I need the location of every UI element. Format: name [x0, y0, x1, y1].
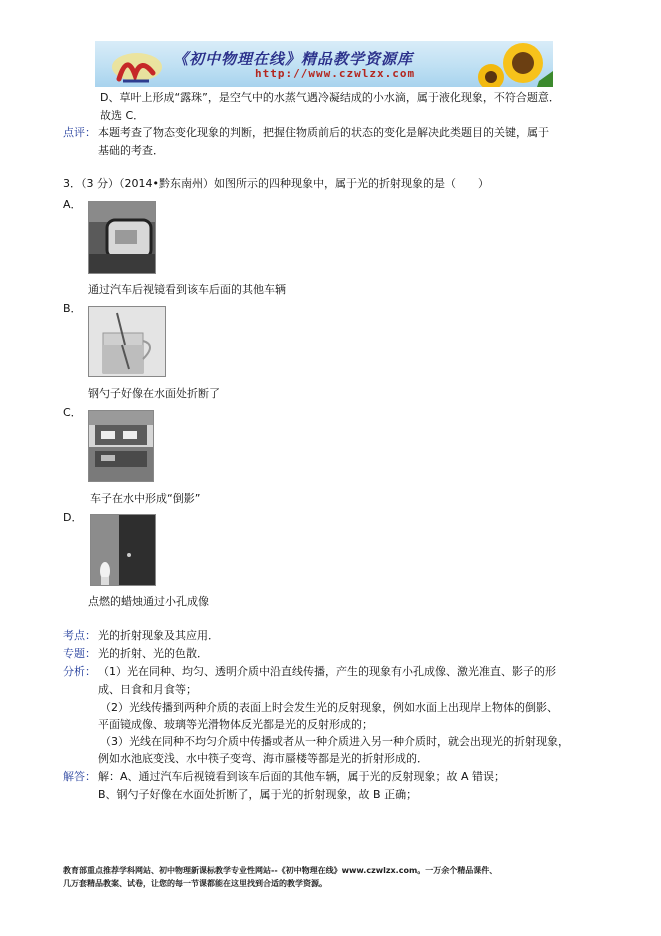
spoon-glass-image — [88, 306, 166, 377]
candle-pinhole-image — [90, 514, 156, 586]
logo-icon — [109, 45, 163, 85]
sunflower-icon — [477, 41, 553, 87]
option-d-letter: D． — [63, 511, 83, 524]
banner-title: 《初中物理在线》精品教学资源库 — [173, 50, 414, 68]
fenxi-line-6: 例如水池底变浅、水中筷子变弯、海市蜃楼等都是光的折射形成的． — [98, 752, 428, 765]
kaodian-text: 光的折射现象及其应用． — [98, 629, 219, 642]
jieda-line-2: B、钢勺子好像在水面处折断了，属于光的折射现象，故 B 正确； — [98, 788, 418, 801]
reflection-image — [88, 410, 154, 482]
option-a-letter: A． — [63, 198, 82, 211]
zhuanti-text: 光的折射、光的色散． — [98, 647, 208, 660]
option-d-explanation: D、草叶上形成“露珠”，是空气中的水蒸气遇冷凝结成的小水滴，属于液化现象，不符合题意． — [100, 91, 560, 104]
option-d-caption: 点燃的蜡烛通过小孔成像 — [88, 595, 209, 608]
fenxi-line-1: （1）光在同种、均匀、透明介质中沿直线传播，产生的现象有小孔成像、激光准直、影子的形 — [98, 665, 556, 678]
kaodian-label: 考点： — [63, 629, 96, 642]
answer-choice: 故选 C． — [100, 109, 145, 122]
jieda-label: 解答： — [63, 770, 96, 783]
option-c-letter: C． — [63, 406, 82, 419]
fenxi-line-3: （2）光线传播到两种介质的表面上时会发生光的反射现象，例如水面上出现岸上物体的倒影、 — [100, 701, 558, 714]
comment-line-1: 本题考查了物态变化现象的判断，把握住物质前后的状态的变化是解决此类题目的关键，属于 — [98, 126, 549, 139]
car-mirror-image — [88, 201, 156, 274]
zhuanti-label: 专题： — [63, 647, 96, 660]
option-b-caption: 钢勺子好像在水面处折断了 — [88, 387, 220, 400]
banner-url[interactable]: http://www.czwlzx.com — [255, 67, 416, 80]
comment-line-2: 基础的考查． — [98, 144, 164, 157]
footer-line-2: 几万套精品教案、试卷，让您的每一节课都能在这里找到合适的教学资源。 — [63, 879, 327, 888]
comment-label: 点评： — [63, 126, 96, 139]
jieda-line-1: 解：A、通过汽车后视镜看到该车后面的其他车辆，属于光的反射现象；故 A 错误； — [98, 770, 506, 783]
fenxi-label: 分析： — [63, 665, 96, 678]
header-banner — [95, 41, 553, 87]
fenxi-line-4: 平面镜成像、玻璃等光滑物体反光都是光的反射形成的； — [98, 718, 373, 731]
footer-line-1: 教育部重点推荐学科网站、初中物理新课标教学专业性网站--《初中物理在线》www.czwlzx.com。一万余个精品课件、 — [63, 866, 498, 875]
fenxi-line-5: （3）光线在同种不均匀介质中传播或者从一种介质进入另一种介质时，就会出现光的折射现象， — [100, 735, 569, 748]
option-b-letter: B． — [63, 302, 82, 315]
option-a-caption: 通过汽车后视镜看到该车后面的其他车辆 — [88, 283, 286, 296]
option-c-caption: 车子在水中形成“倒影” — [90, 492, 201, 505]
fenxi-line-2: 成、日食和月食等； — [98, 683, 197, 696]
question-stem: 3．（3 分）（2014•黔东南州）如图所示的四种现象中，属于光的折射现象的是（ ） — [63, 177, 489, 190]
